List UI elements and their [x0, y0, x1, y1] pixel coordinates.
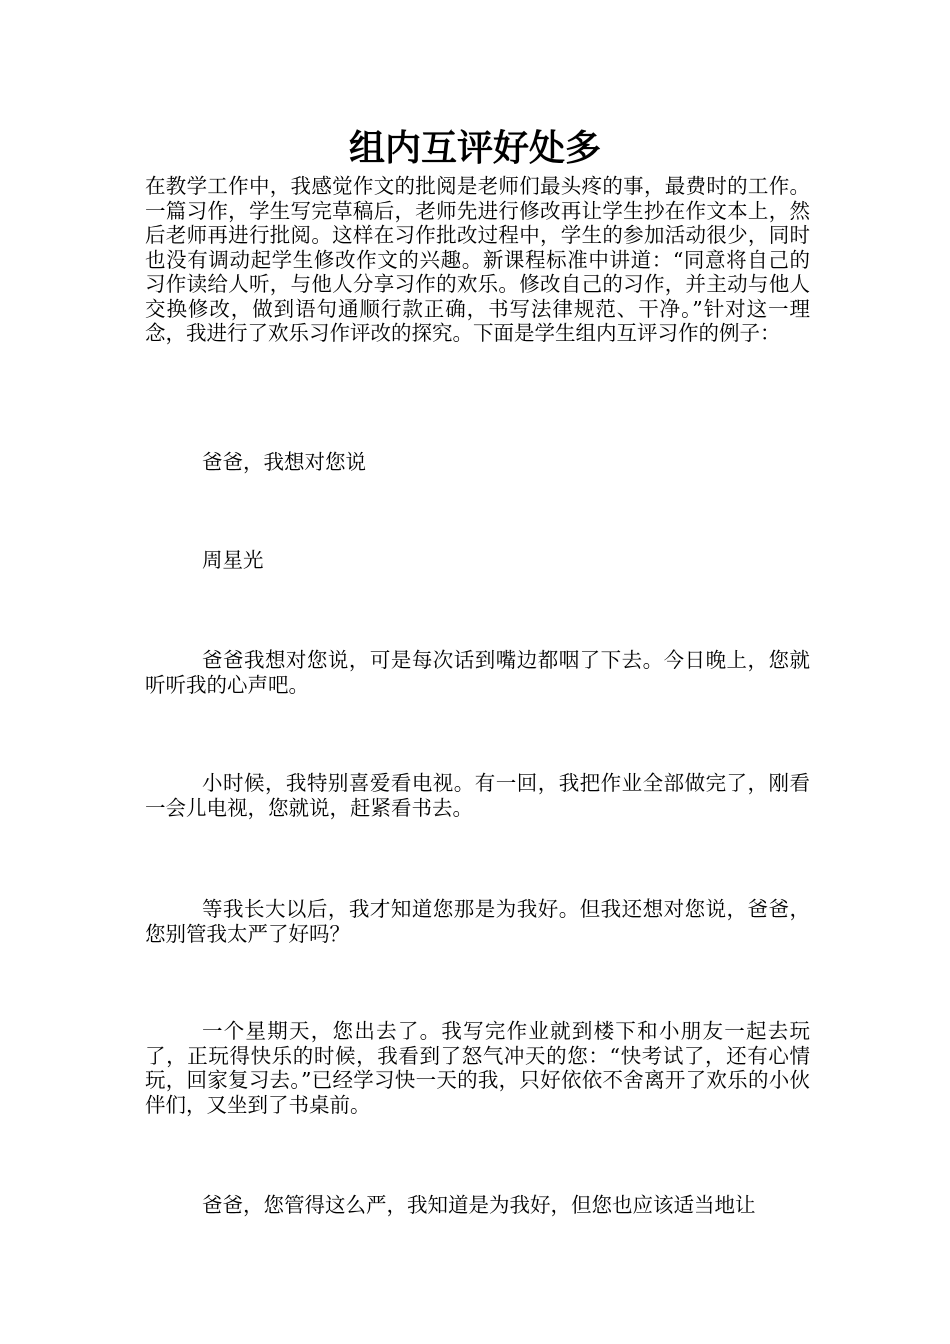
- essay-paragraph: 等我长大以后，我才知道您那是为我好。但我还想对您说，爸爸，您别管我太严了好吗？: [145, 897, 810, 946]
- document-title: 组内互评好处多: [348, 127, 601, 169]
- essay-paragraph: 小时候，我特别喜爱看电视。有一回，我把作业全部做完了，刚看一会儿电视，您就说，赶紧看书去。: [145, 771, 810, 820]
- essay-paragraph: 一个星期天，您出去了。我写完作业就到楼下和小朋友一起去玩了，正玩得快乐的时候，我看到了怒气冲天的您：“快考试了，还有心情玩，回家复习去。”已经学习快一天的我，只好依依不舍离开了欢乐的小伙伴们，又坐到了书桌前。: [145, 1019, 810, 1117]
- essay-paragraph: 爸爸我想对您说，可是每次话到嘴边都咽了下去。今日晚上，您就听听我的心声吧。: [145, 648, 810, 697]
- essay-title: 爸爸，我想对您说: [202, 450, 366, 474]
- essay-author: 周星光: [202, 548, 264, 572]
- essay-paragraph: 爸爸，您管得这么严，我知道是为我好，但您也应该适当地让: [202, 1193, 756, 1217]
- intro-paragraph: 在教学工作中，我感觉作文的批阅是老师们最头疼的事，最费时的工作。一篇习作，学生写完草稿后，老师先进行修改再让学生抄在作文本上，然后老师再进行批阅。这样在习作批改过程中，学生的参加活动很少，同时也没有调动起学生修改作文的兴趣。新课程标准中讲道：“同意将自己的习作读给人听，与他人分享习作的欢乐。修改自己的习作，并主动与他人交换修改，做到语句通顺行款正确，书写法律规范、干净。”针对这一理念，我进行了欢乐习作评改的探究。下面是学生组内互评习作的例子：: [145, 174, 810, 345]
